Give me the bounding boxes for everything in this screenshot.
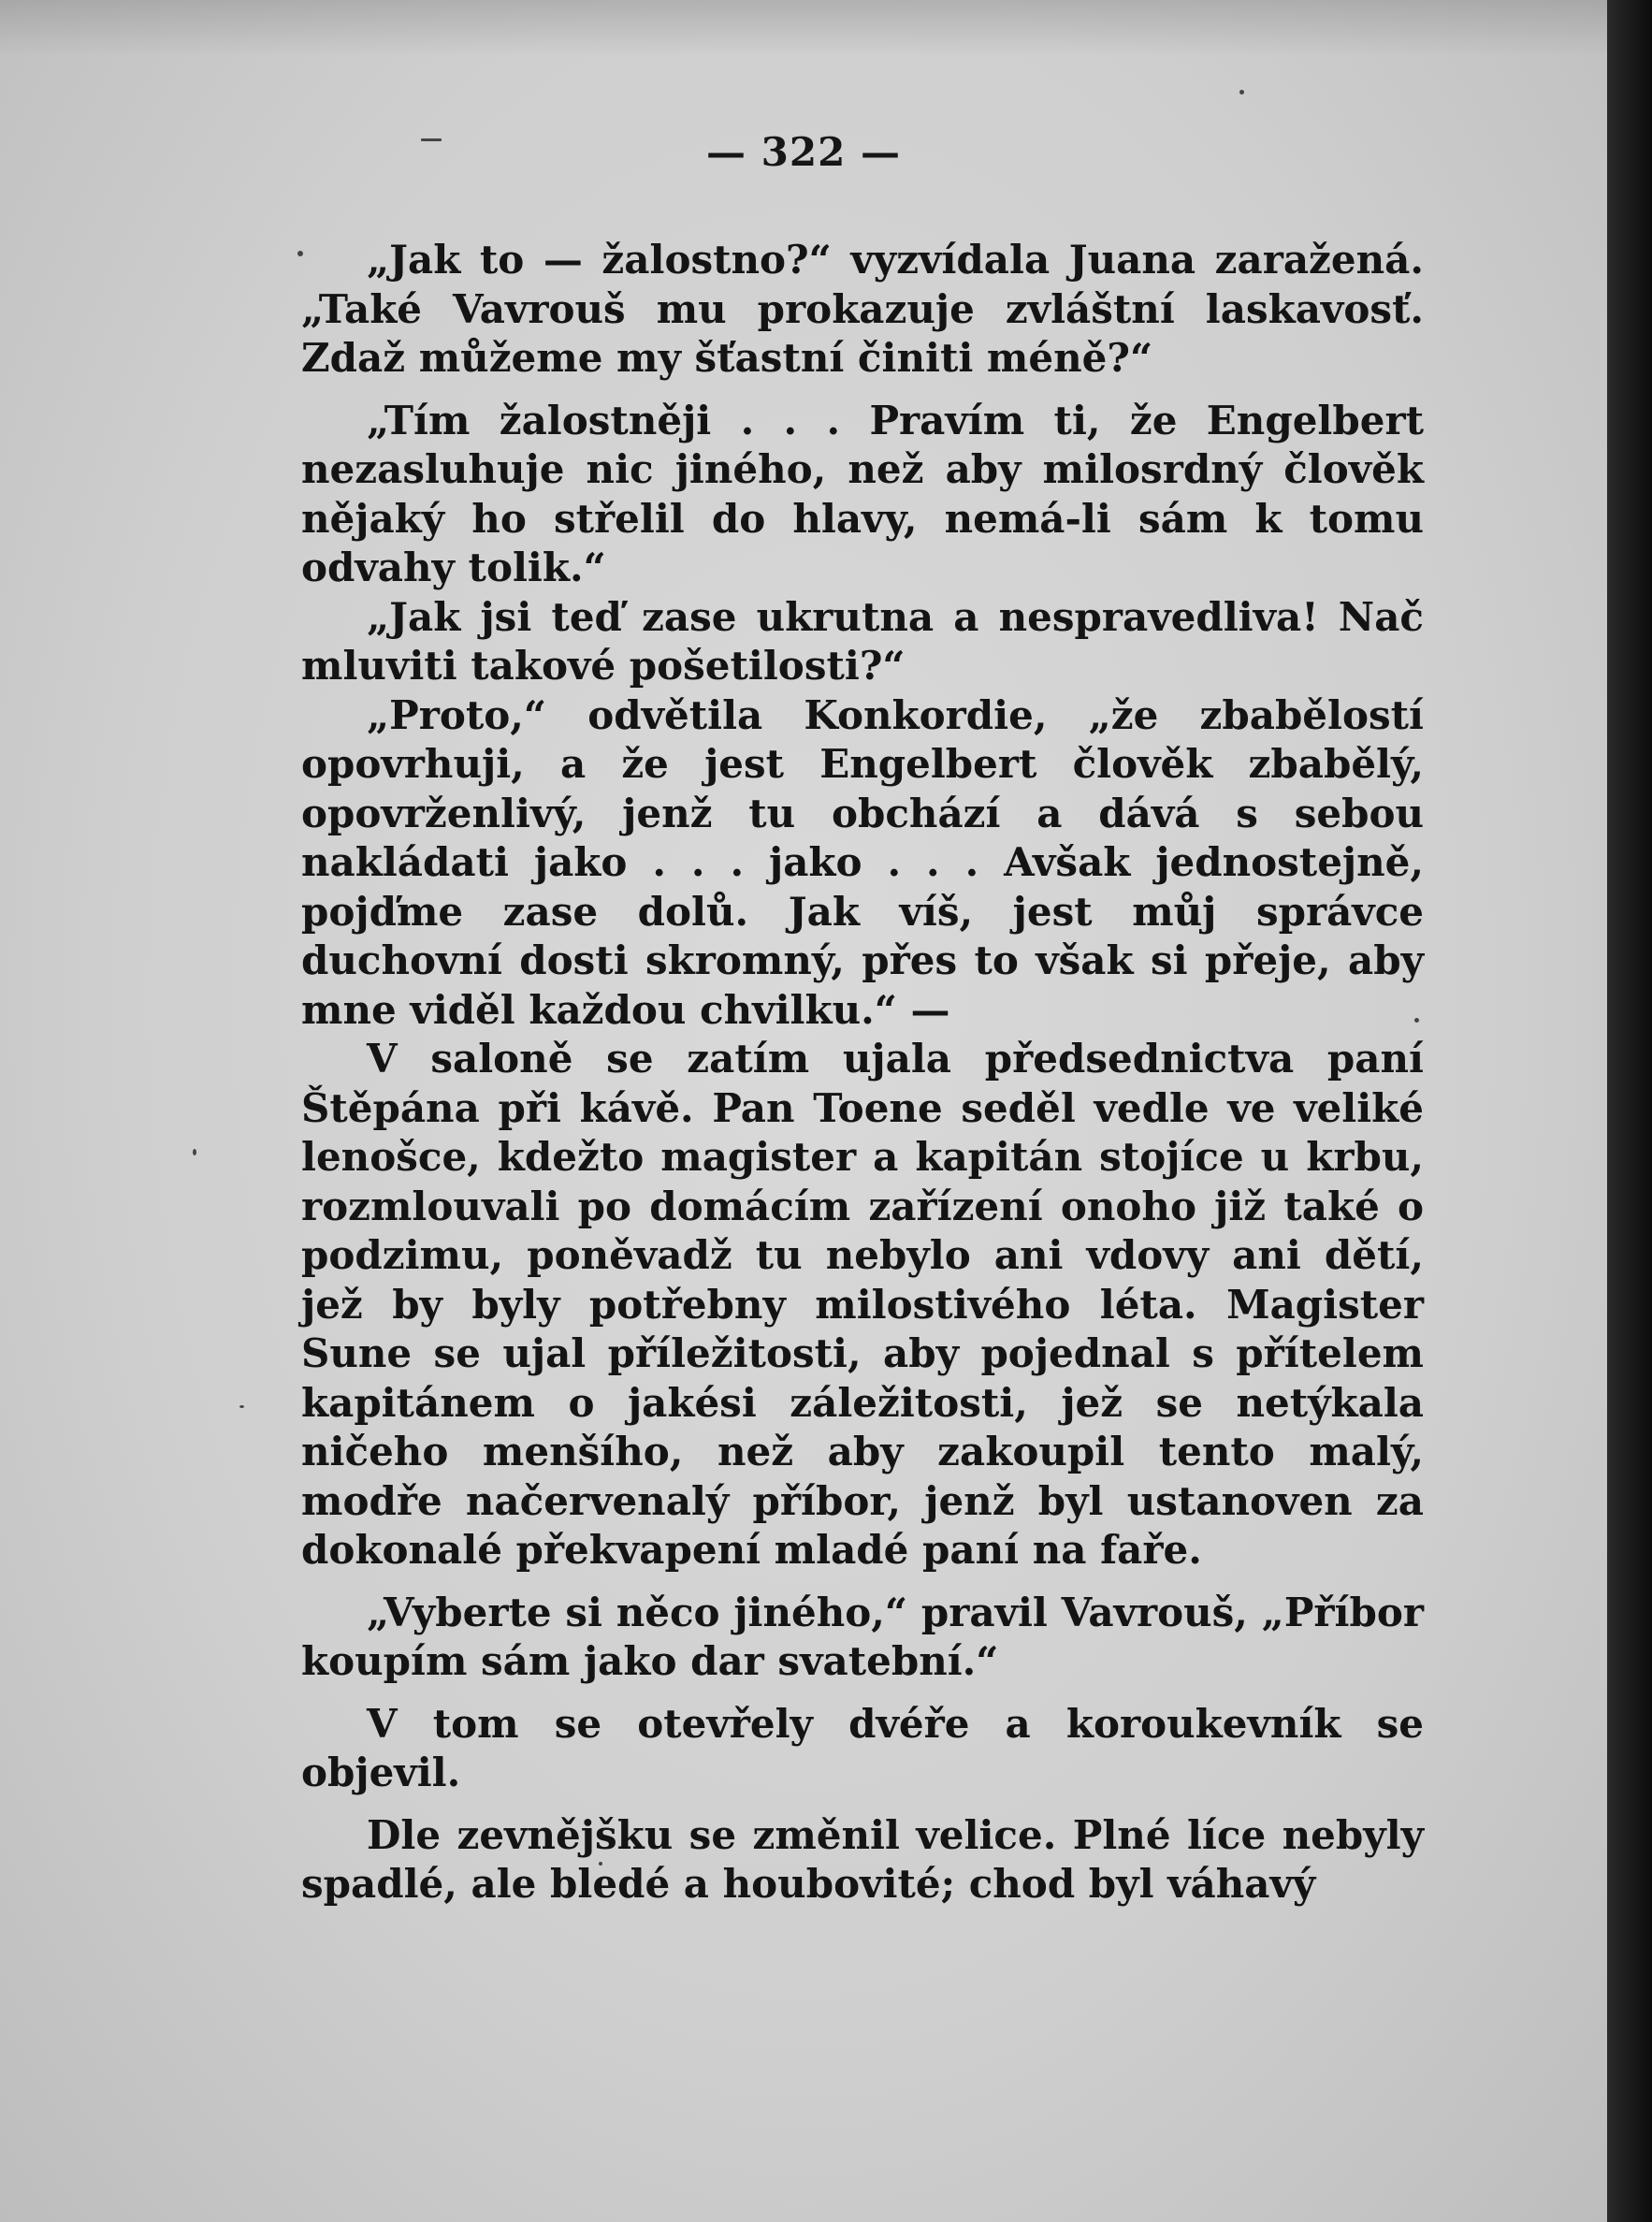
dust-speck: [239, 1405, 244, 1408]
paragraph-cruel: „Jak jsi teď zase ukrutna a nespravedliva! Nač mluviti takové pošetilosti?“: [301, 593, 1424, 689]
paragraph-engelbert: „Tím žalostněji . . . Pravím ti, že Engelbert nezasluhuje nic jiného, než aby milosrdný člověk nějaký ho střelil do hlavy, nemá-li sám k tomu odvahy tolik.“: [301, 397, 1424, 590]
paragraph-door: V tom se otevřely dvéře a koroukevník se objevil.: [301, 1700, 1424, 1795]
dust-speck: [1239, 90, 1244, 94]
paragraph-appearance: Dle zevnějšku se změnil velice. Plné líce nebyly spadlé, ale bledé a houbovité; chod byl váhavý: [301, 1811, 1424, 1907]
paragraph-juana-question: „Jak to — žalostno?“ vyzvídala Juana zaražená. „Také Vavrouš mu prokazuje zvláštní laskavosť. Zdaž můžeme my šťastní činiti méně?“: [301, 237, 1424, 381]
scan-border-right: [1607, 0, 1652, 2222]
page-number: — 322 —: [706, 129, 901, 175]
paragraph-salon: V saloně se zatím ujala předsednictva paní Štěpána při kávě. Pan Toene seděl vedle ve veliké lenošce, kdežto magister a kapitán stojíce u krbu, rozmlouvali po domácím zařízení onoho již také o podzimu, poněvadž tu nebylo ani vdovy ani dětí, jež by byly potřebny milostivého léta. Magister Sune se ujal příležitosti, aby pojednal s přítelem kapitánem o jakési záležitosti, jež se netýkala ničeho menšího, než aby zakoupil tento malý, modře načervenalý příbor, jenž byl ustanoven za dokonalé překvapení mladé paní na faře.: [301, 1036, 1424, 1573]
dust-speck: [193, 1149, 196, 1155]
page-body: [301, 236, 1424, 1910]
scan-shadow-top: [0, 0, 1607, 56]
paragraph-konkordie: „Proto,“ odvětila Konkordie, „že zbabělostí opovrhuji, a že jest Engelbert člověk zbabělý, opovrženlivý, jenž tu obchází a dává s sebou nakládati jako . . . jako . . . Avšak jednostejně, pojďme zase dolů. Jak víš, jest můj správce duchovní dosti skromný, přes to však si přeje, aby mne viděl každou chvilku.“ —: [301, 691, 1424, 1033]
paragraph-vavrous: „Vyberte si něco jiného,“ pravil Vavrouš, „Příbor koupím sám jako dar svatební.“: [301, 1589, 1424, 1684]
